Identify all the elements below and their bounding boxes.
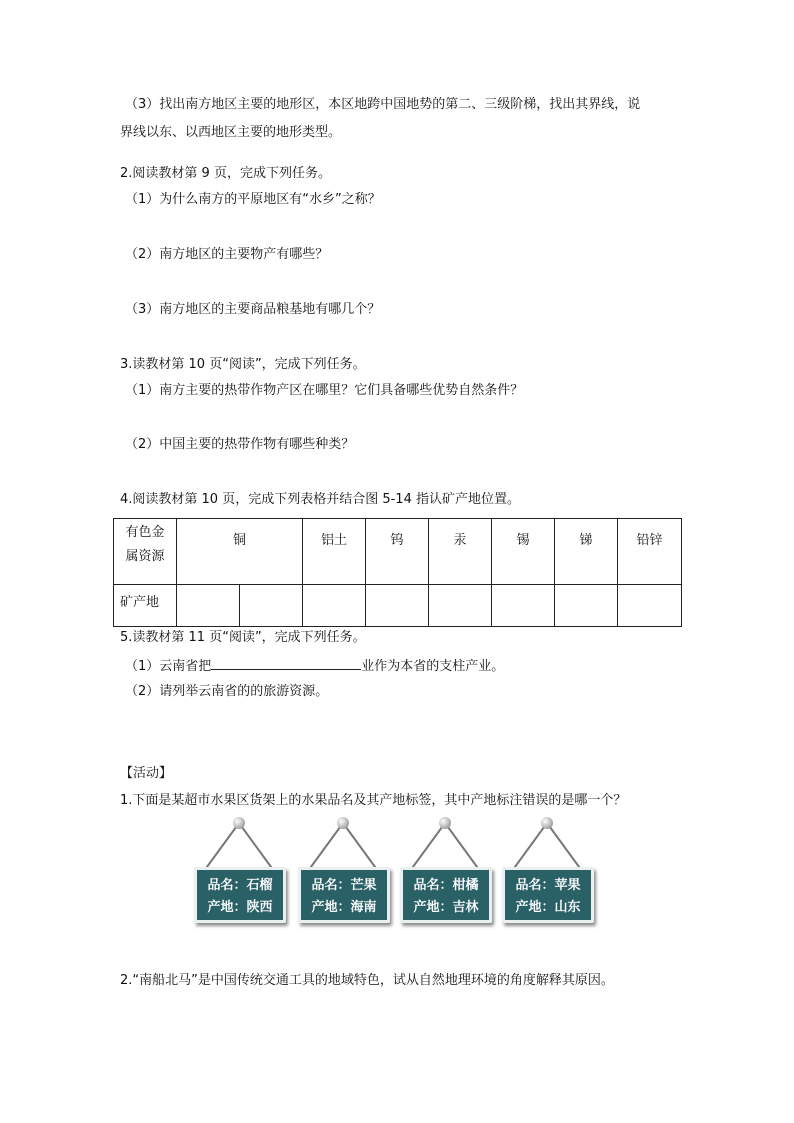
metal-cell: 锡 (492, 519, 555, 585)
fruit-labels-figure (190, 815, 610, 940)
q1-sub3-line2: 界线以东、以西地区主要的地形类型。 (120, 125, 342, 140)
question-5-sub2: （2）请列举云南省的的旅游资源。 (125, 684, 329, 699)
answer-cell[interactable] (240, 585, 303, 627)
mineral-table (113, 518, 682, 627)
fruit-sign (190, 815, 294, 940)
pin-icon (233, 817, 245, 829)
question-2-title: 2.阅读教材第 9 页，完成下列任务。 (120, 166, 331, 181)
metal-cell: 汞 (429, 519, 492, 585)
question-5-title: 5.读教材第 11 页“阅读”，完成下列任务。 (120, 630, 366, 645)
metal-cell: 铅锌 (618, 519, 682, 585)
label-board: 品名：柑橘 产地：吉林 (400, 867, 492, 923)
question-3-sub2: （2）中国主要的热带作物有哪些种类？ (125, 437, 355, 452)
label-board: 品名：石榴 产地：陕西 (194, 867, 286, 923)
fruit-sign (498, 815, 602, 940)
q1-sub3-line1: （3）找出南方地区主要的地形区，本区地跨中国地势的第二、三级阶梯，找出其界线，说 (125, 97, 641, 112)
metal-cell: 锑 (555, 519, 618, 585)
answer-cell[interactable] (303, 585, 366, 627)
metal-cell: 铝土 (303, 519, 366, 585)
pin-icon (337, 817, 349, 829)
activity-question-1: 1.下面是某超市水果区货架上的水果品名及其产地标签，其中产地标注错误的是哪一个？ (120, 793, 627, 808)
answer-cell[interactable] (366, 585, 429, 627)
label-board: 品名：芒果 产地：海南 (298, 867, 390, 923)
answer-cell[interactable] (618, 585, 682, 627)
question-2-sub2: （2）南方地区的主要物产有哪些？ (125, 247, 329, 262)
metal-cell: 钨 (366, 519, 429, 585)
pin-icon (439, 817, 451, 829)
answer-cell[interactable] (177, 585, 240, 627)
answer-cell[interactable] (492, 585, 555, 627)
question-2-sub3: （3）南方地区的主要商品粮基地有哪几个？ (125, 302, 381, 317)
activity-question-2: 2.“南船北马”是中国传统交通工具的地域特色，试从自然地理环境的角度解释其原因。 (120, 973, 614, 988)
answer-cell[interactable] (429, 585, 492, 627)
question-2-sub1: （1）为什么南方的平原地区有“水乡”之称？ (125, 192, 381, 207)
row-header-metals: 有色金 属资源 (114, 519, 177, 585)
question-3-title: 3.读教材第 10 页“阅读”，完成下列任务。 (120, 357, 366, 372)
question-3-sub1: （1）南方主要的热带作物产区在哪里？它们具备哪些优势自然条件？ (125, 383, 524, 398)
fill-in-blank[interactable] (211, 655, 361, 670)
row-header-location: 矿产地 (114, 585, 177, 627)
q5-sub1-prefix: （1）云南省把 (125, 659, 212, 674)
pin-icon (541, 817, 553, 829)
metal-cell: 铜 (177, 519, 303, 585)
table-row (114, 519, 682, 585)
answer-cell[interactable] (555, 585, 618, 627)
label-board: 品名：苹果 产地：山东 (502, 867, 594, 923)
activity-heading: 【活动】 (120, 766, 173, 781)
fruit-sign (294, 815, 398, 940)
q5-sub1-suffix: 业作为本省的支柱产业。 (361, 659, 505, 674)
question-4-title: 4.阅读教材第 10 页，完成下列表格并结合图 5-14 指认矿产地位置。 (120, 492, 520, 507)
fruit-sign (396, 815, 500, 940)
table-row (114, 585, 682, 627)
question-5-sub1 (125, 655, 504, 677)
